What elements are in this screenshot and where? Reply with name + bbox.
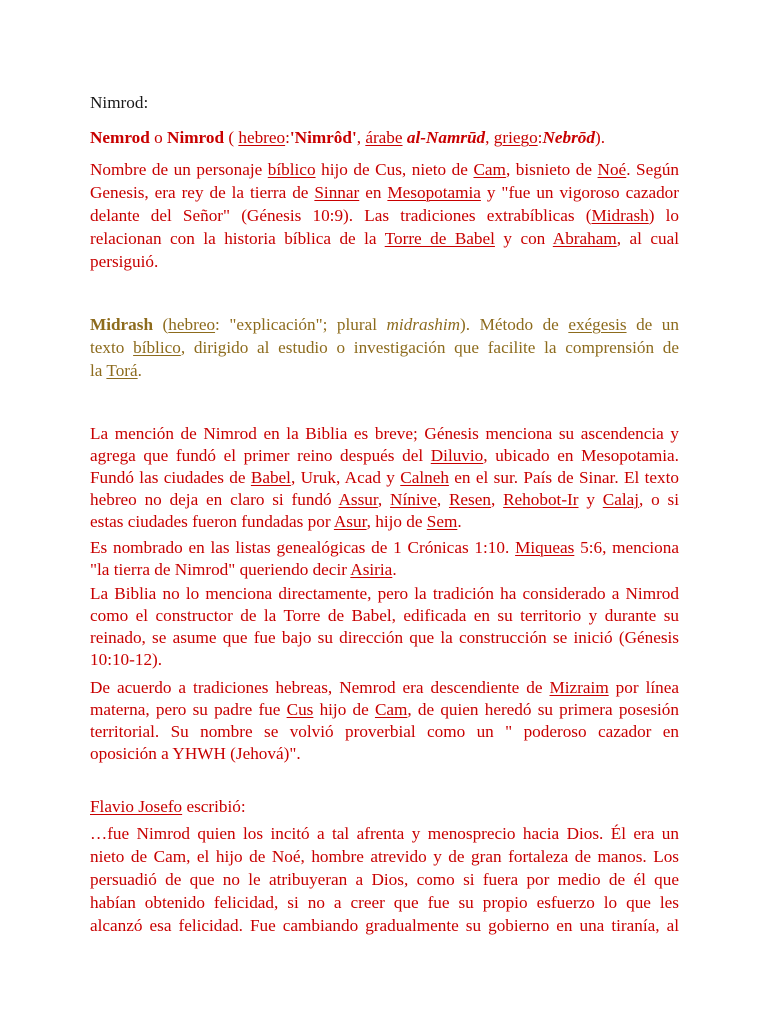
text-run: por línea bbox=[608, 678, 679, 697]
text-line bbox=[90, 158, 679, 181]
text-run: . bbox=[137, 361, 142, 380]
text-run: al-Namrūd bbox=[402, 128, 486, 147]
text-run: y "fue un vigoroso cazador bbox=[480, 183, 679, 202]
text-run: ( bbox=[224, 128, 239, 147]
text-run: , bbox=[490, 490, 504, 509]
text-line bbox=[90, 605, 679, 627]
text-run: , bbox=[377, 490, 391, 509]
text-run: : bbox=[285, 128, 290, 147]
paragraph bbox=[90, 126, 679, 149]
paragraph bbox=[90, 158, 679, 273]
link-calneh[interactable]: Calneh bbox=[400, 468, 449, 487]
text-run: Fundó las ciudades de bbox=[90, 468, 251, 487]
document-heading bbox=[90, 91, 679, 114]
text-run: y bbox=[578, 490, 603, 509]
link-assur[interactable]: Assur bbox=[338, 490, 378, 509]
text-run: , bbox=[485, 128, 494, 147]
paragraph bbox=[90, 822, 679, 937]
link-hebreo[interactable]: hebreo bbox=[238, 128, 286, 147]
text-run: , o si bbox=[639, 490, 680, 509]
text-line bbox=[90, 743, 679, 765]
text-run: Nimrod bbox=[167, 128, 225, 147]
link-diluvio[interactable]: Diluvio bbox=[430, 446, 484, 465]
text-run: Nemrod bbox=[90, 128, 150, 147]
text-run: : "explicación"; plural bbox=[215, 315, 387, 334]
text-line bbox=[90, 126, 679, 149]
link-biblico[interactable]: bíblico bbox=[133, 338, 181, 357]
text-run: la bbox=[90, 361, 107, 380]
text-run: y con bbox=[494, 229, 553, 248]
link-miqueas[interactable]: Miqueas bbox=[515, 538, 575, 557]
text-run: delante del Señor" (Génesis 10:9). Las tradiciones extrabíblicas ( bbox=[90, 206, 592, 225]
text-line bbox=[90, 795, 679, 818]
link-biblico[interactable]: bíblico bbox=[267, 160, 316, 179]
link-tora[interactable]: Torá bbox=[106, 361, 138, 380]
text-line bbox=[90, 445, 679, 467]
text-run: ). bbox=[594, 128, 605, 147]
link-resen[interactable]: Resen bbox=[448, 490, 491, 509]
link-mizraim[interactable]: Mizraim bbox=[549, 678, 609, 697]
text-run: 'Nimrôd' bbox=[289, 128, 357, 147]
link-griego[interactable]: griego bbox=[493, 128, 538, 147]
link-arabe[interactable]: árabe bbox=[365, 128, 403, 147]
text-run: , al cual bbox=[616, 229, 680, 248]
text-run: o bbox=[149, 128, 168, 147]
text-run: alcanzó esa felicidad. Fue cambiando gradualmente su gobierno en una tiranía, al bbox=[90, 916, 679, 935]
text-run: materna, pero su padre fue bbox=[90, 700, 287, 719]
text-run: escribió: bbox=[182, 797, 246, 816]
paragraph bbox=[90, 537, 679, 581]
text-run: , bbox=[436, 490, 449, 509]
text-run: relacionan con la historia bíblica de la bbox=[90, 229, 385, 248]
text-run: …fue Nimrod quien los incitó a tal afrenta y menosprecio hacia Dios. Él era un bbox=[90, 824, 679, 843]
text-run: midrashim bbox=[386, 315, 461, 334]
text-run: . bbox=[457, 512, 462, 531]
text-run: Es nombrado en las listas genealógicas de 1 Crónicas 1:10. bbox=[90, 538, 516, 557]
text-run: reinado, se asume que fue bajo su dirección que la construcción se inició (Génesis bbox=[90, 628, 679, 647]
text-run: , dirigido al estudio o investigación que facilite la comprensión de bbox=[180, 338, 679, 357]
link-torre-de-babel[interactable]: Torre de Babel bbox=[384, 229, 495, 248]
text-line bbox=[90, 868, 679, 891]
text-run: en bbox=[359, 183, 388, 202]
text-run: hijo de Cus, nieto de bbox=[315, 160, 474, 179]
text-run: persuadió de que no le atribuyeran a Dios, como si fuera por medio de él que bbox=[90, 870, 679, 889]
text-run: Genesis, era rey de la tierra de bbox=[90, 183, 315, 202]
text-line bbox=[90, 559, 679, 581]
text-run: oposición a YHWH (Jehová)". bbox=[90, 744, 301, 763]
text-run: "la tierra de Nimrod" queriendo decir bbox=[90, 560, 351, 579]
link-rehobot-ir[interactable]: Rehobot-Ir bbox=[503, 490, 579, 509]
text-line bbox=[90, 423, 679, 445]
text-run: hebreo no deja en claro si fundó bbox=[90, 490, 339, 509]
paragraph bbox=[90, 423, 679, 533]
text-run: ). Método de bbox=[460, 315, 569, 334]
text-run: 10:10-12). bbox=[90, 650, 163, 669]
text-line bbox=[90, 91, 679, 114]
link-hebreo[interactable]: hebreo bbox=[168, 315, 216, 334]
paragraph bbox=[90, 795, 679, 818]
text-run: en el sur. País de Sinar. El texto bbox=[448, 468, 679, 487]
text-line bbox=[90, 336, 679, 359]
text-run: ) lo bbox=[648, 206, 679, 225]
text-run: 5:6, menciona bbox=[574, 538, 679, 557]
text-run: , Uruk, Acad y bbox=[290, 468, 401, 487]
text-line bbox=[90, 891, 679, 914]
text-line bbox=[90, 677, 679, 699]
text-run: , hijo de bbox=[366, 512, 427, 531]
text-line bbox=[90, 721, 679, 743]
text-run: , ubicado en Mesopotamia. bbox=[483, 446, 679, 465]
text-line bbox=[90, 627, 679, 649]
link-flavio-josefo[interactable]: Flavio Josefo bbox=[90, 797, 183, 816]
text-line bbox=[90, 699, 679, 721]
link-cam[interactable]: Cam bbox=[473, 160, 506, 179]
text-line bbox=[90, 181, 679, 204]
text-run: persiguió. bbox=[90, 252, 159, 271]
text-run: hijo de bbox=[313, 700, 375, 719]
text-line bbox=[90, 583, 679, 605]
link-cam[interactable]: Cam bbox=[374, 700, 408, 719]
link-cus[interactable]: Cus bbox=[286, 700, 314, 719]
text-line bbox=[90, 537, 679, 559]
text-run: como el constructor de la Torre de Babel, edificada en su territorio y durante su bbox=[90, 606, 679, 625]
text-run: La Biblia no lo menciona directamente, pero la tradición ha considerado a Nimrod bbox=[90, 584, 679, 603]
paragraph bbox=[90, 677, 679, 765]
text-line bbox=[90, 313, 679, 336]
link-sem[interactable]: Sem bbox=[426, 512, 458, 531]
link-exegesis[interactable]: exégesis bbox=[568, 315, 627, 334]
link-mesopotamia[interactable]: Mesopotamia bbox=[387, 183, 481, 202]
text-run: . bbox=[392, 560, 397, 579]
text-run: Nimrod: bbox=[90, 93, 149, 112]
text-line bbox=[90, 250, 679, 273]
text-run: , bisnieto de bbox=[505, 160, 598, 179]
text-run: habían obtenido felicidad, si no a creer que fue su propio esfuerzo lo que les bbox=[90, 893, 679, 912]
link-asur[interactable]: Asur bbox=[333, 512, 367, 531]
link-noe[interactable]: Noé bbox=[597, 160, 627, 179]
text-run: Nombre de un personaje bbox=[90, 160, 268, 179]
text-run: texto bbox=[90, 338, 134, 357]
link-asiria[interactable]: Asiria bbox=[350, 560, 393, 579]
link-sinnar[interactable]: Sinnar bbox=[314, 183, 360, 202]
paragraph bbox=[90, 313, 679, 382]
text-line bbox=[90, 511, 679, 533]
text-line bbox=[90, 649, 679, 671]
text-run: . Según bbox=[626, 160, 680, 179]
text-run: de un bbox=[626, 315, 679, 334]
text-line bbox=[90, 467, 679, 489]
text-line bbox=[90, 914, 679, 937]
text-run: ( bbox=[153, 315, 169, 334]
text-run: , de quien heredó su primera posesión bbox=[407, 700, 679, 719]
text-run: estas ciudades fueron fundadas por bbox=[90, 512, 334, 531]
text-run: La mención de Nimrod en la Biblia es breve; Génesis menciona su ascendencia y bbox=[90, 424, 679, 443]
link-babel[interactable]: Babel bbox=[250, 468, 291, 487]
text-line bbox=[90, 227, 679, 250]
text-run: Nebrōd bbox=[542, 128, 595, 147]
text-line bbox=[90, 204, 679, 227]
text-line bbox=[90, 822, 679, 845]
paragraph bbox=[90, 583, 679, 671]
text-run: Midrash bbox=[90, 315, 154, 334]
link-midrash[interactable]: Midrash bbox=[591, 206, 649, 225]
text-run: , bbox=[356, 128, 366, 147]
text-line bbox=[90, 845, 679, 868]
link-abraham[interactable]: Abraham bbox=[552, 229, 617, 248]
link-calaj[interactable]: Calaj bbox=[602, 490, 640, 509]
text-run: territorial. Su nombre se volvió proverbial como un " poderoso cazador en bbox=[90, 722, 679, 741]
text-run: : bbox=[537, 128, 543, 147]
text-line bbox=[90, 359, 679, 382]
text-run: agrega que fundó el primer reino después del bbox=[90, 446, 431, 465]
text-run: De acuerdo a tradiciones hebreas, Nemrod era descendiente de bbox=[90, 678, 550, 697]
link-ninive[interactable]: Nínive bbox=[390, 490, 437, 509]
text-run: nieto de Cam, el hijo de Noé, hombre atrevido y de gran fortaleza de manos. Los bbox=[90, 847, 679, 866]
text-line bbox=[90, 489, 679, 511]
